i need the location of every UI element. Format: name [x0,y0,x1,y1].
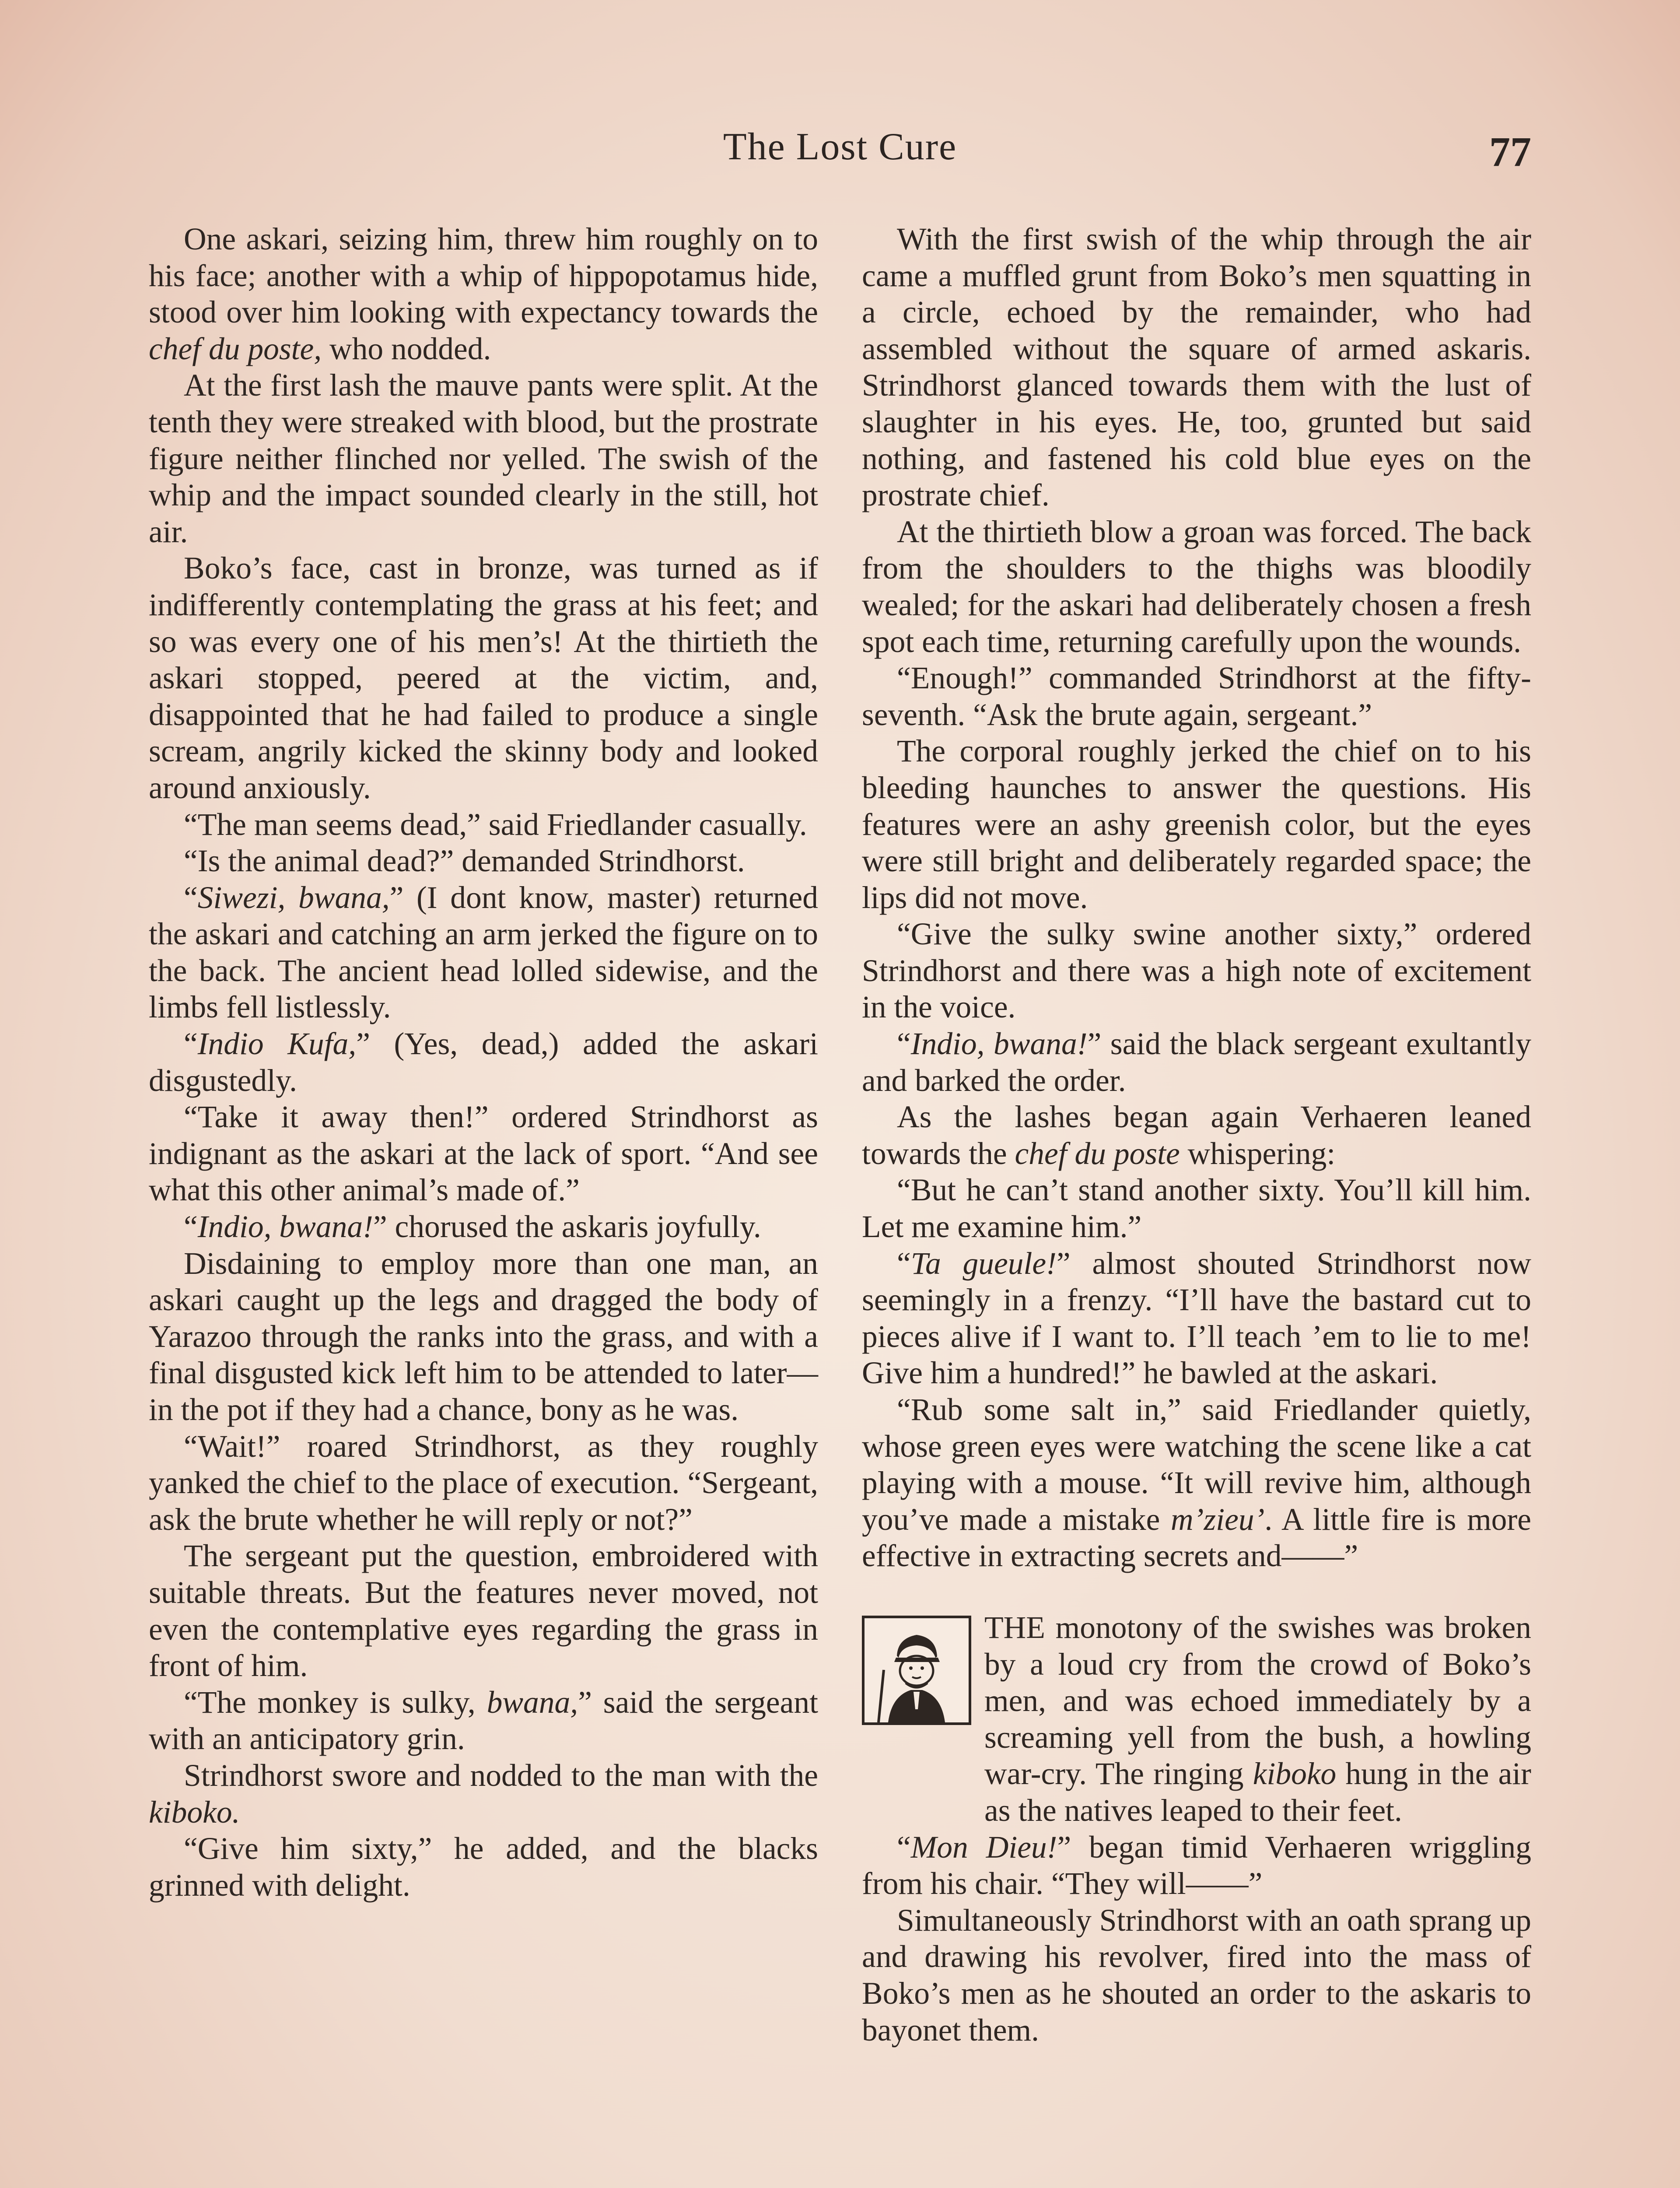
paragraph-text: ” chorused the askaris joyfully. [373,1210,761,1245]
section-opening-text: THE monotony of the swishes was broken by a loud cry from the crowd of Boko’s men, and was echoed immediately by a screaming yell from the bush, a howling war-cry. The ringing [984,1610,1531,1792]
page-header [149,125,1531,186]
paragraph-text: ” began timid Verhaeren wriggling from his chair. “They will——” [862,1830,1531,1901]
italic-text: kiboko. [149,1795,240,1830]
paragraph-text: “The man seems dead,” said Friedlander casually. [184,807,807,842]
italic-text: Siwezi, bwana, [197,880,390,915]
paragraph-text: “But he can’t stand another sixty. You’ll kill him. Let me examine him.” [862,1173,1531,1245]
paragraph-text: “Rub some salt in,” said Friedlander quietly, whose green eyes were watching the scene like a cat playing with a mouse. “It will revive him, although you’ve made a mistake [862,1392,1531,1537]
right-column-body [862,221,1531,1574]
soldier-portrait-icon [862,1616,971,1725]
paragraph [862,514,1531,660]
paragraph-text: At the thirtieth blow a groan was forced. The back from the shoulders to the thighs was bloodily wealed; for the askari had deliberately chosen a fresh spot each time, returning carefully upon the wounds. [862,514,1531,659]
paragraph [862,1026,1531,1099]
paragraph-text: The sergeant put the question, embroidered with suitable threats. But the features never moved, not even the contemplative eyes regarding the grass in front of him. [149,1539,818,1683]
paragraph [862,1392,1531,1574]
italic-text: bwana, [486,1685,578,1720]
paragraph [862,1099,1531,1172]
paragraph [149,843,818,880]
italic-text: Indio, bwana! [910,1027,1088,1062]
paragraph-text: Strindhorst swore and nodded to the man with the [184,1758,818,1793]
paragraph [149,806,818,843]
paragraph-text: “Give him sixty,” he added, and the blacks grinned with delight. [149,1831,818,1903]
right-column [862,221,1531,2048]
paragraph [149,1026,818,1099]
paragraph-text: “ [897,1830,911,1865]
paragraph-text: The corporal roughly jerked the chief on to his bleeding haunches to answer the questions. His features were an ashy greenish color, but the eyes were still bright and deliberately regarded space; the lips did not move. [862,734,1531,915]
paragraph [862,916,1531,1026]
paragraph-text: “ [897,1246,911,1281]
paragraph [862,221,1531,514]
paragraph-text: Simultaneously Strindhorst with an oath sprang up and drawing his revolver, fired into the mass of Boko’s men as he shouted an order to the askaris to bayonet them. [862,1903,1531,2048]
paragraph-text: “Is the animal dead?” demanded Strindhorst. [184,844,745,879]
paragraph-text: whispering: [1180,1136,1336,1171]
paragraph [149,1245,818,1428]
paragraph-text: At the first lash the mauve pants were split. At the tenth they were streaked with blood, but the prostrate figure neither flinched nor yelled. The swish of the whip and the impact sounded clearly in the still, hot air. [149,368,818,549]
paragraph-text: As the lashes began again Verhaeren leaned towards the [862,1100,1531,1171]
paragraph [149,1830,818,1904]
paragraph [862,1829,1531,1902]
paragraph-text: “Enough!” commanded Strindhorst at the fifty-seventh. “Ask the brute again, sergeant.” [862,661,1531,732]
italic-text: Mon Dieu! [910,1830,1057,1865]
paragraph-text: “Take it away then!” ordered Strindhorst as indignant as the askari at the lack of sport. “And see what this other animal’s made of.” [149,1100,818,1208]
paragraph [149,367,818,550]
paragraph-text: One askari, seizing him, threw him roughly on to his face; another with a whip of hippopotamus hide, stood over him looking with expectancy towards the [149,222,818,330]
italic-text: Indio, bwana! [197,1210,373,1245]
paragraph [149,1757,818,1830]
paragraph [149,221,818,367]
paragraph [149,550,818,806]
page-number: 77 [1489,128,1531,175]
paragraph-text: With the first swish of the whip through the air came a muffled grunt from Boko’s men squatting in a circle, echoed by the remainder, who had assembled without the square of armed askaris. Strindhorst glanced towards them with the lust of slaughter in his eyes. He, too, grunted but said nothing, and fastened his cold blue eyes on the prostrate chief. [862,222,1531,513]
paragraph-text: ” (I dont know, master) returned the askari and catching an arm jerked the figure on to the back. The ancient head lolled sidewise, and the limbs fell listlessly. [149,880,819,1025]
paragraph-text: “Give the sulky swine another sixty,” ordered Strindhorst and there was a high note of excitement in the voice. [862,917,1531,1025]
paragraph [862,1902,1531,2048]
paragraph [149,880,818,1026]
section-opening-rest: hung in the air as the natives leaped to their feet. [984,1757,1531,1828]
italic-text: m’zieu’ [1170,1502,1265,1537]
paragraph-text: “ [184,880,198,915]
section-opening-paragraph [984,1609,1531,1829]
italic-text: chef du poste [1015,1136,1180,1171]
paragraph-text: ” said the sergeant with an anticipatory grin. [149,1685,818,1757]
paragraph-text: . A little fire is more effective in extracting secrets and——” [862,1502,1531,1574]
paragraph [149,1538,818,1684]
italic-text: Indio Kufa, [197,1027,357,1062]
paragraph [149,1099,818,1209]
paragraph [149,1684,818,1757]
text-columns [149,221,1531,2188]
section-italic-word: kiboko [1253,1757,1337,1792]
paragraph-text: Disdaining to employ more than one man, an askari caught up the legs and dragged the body of Yarazoo through the ranks into the grass, and with a final disgusted kick left him to be attended to later—in the pot if they had a chance, bony as he was. [149,1246,818,1427]
paragraph-text: who nodded. [322,331,491,366]
paragraph-text: ” almost shouted Strindhorst now seemingly in a frenzy. “I’ll have the bastard cut to pieces alive if I want to. I’ll teach ’em to lie to me! Give him a hundred!” he bawled at the askari. [862,1246,1531,1391]
paragraph-text: “ [184,1027,198,1062]
paragraph [862,1245,1531,1392]
paragraph-text: ” (Yes, dead,) added the askari disgustedly. [149,1027,818,1098]
paragraph [149,1209,818,1245]
italic-text: Ta gueule! [910,1246,1057,1281]
paragraph-text: “ [184,1210,198,1245]
paragraph [862,660,1531,733]
running-title: The Lost Cure [723,126,957,168]
paragraph-text: “ [897,1027,911,1062]
right-column-after-break [862,1829,1531,2049]
paragraph [862,733,1531,916]
paragraph [862,1172,1531,1245]
paragraph-text: “Wait!” roared Strindhorst, as they roughly yanked the chief to the place of execution. “Sergeant, ask the brute whether he will reply or not?” [149,1429,818,1537]
section-break [862,1609,1531,1829]
paragraph-text: Boko’s face, cast in bronze, was turned as if indifferently contemplating the grass at his feet; and so was every one of his men’s! At the thirtieth the askari stopped, peered at the victim, and, disappointed that he had failed to produce a single scream, angrily kicked the skinny body and looked around anxiously. [149,551,818,805]
italic-text: chef du poste, [149,331,322,366]
paragraph-text: “The monkey is sulky, [184,1685,487,1720]
paragraph-text: ” said the black sergeant exultantly and barked the order. [862,1027,1531,1098]
paragraph [149,1428,818,1538]
left-column [149,221,818,1904]
